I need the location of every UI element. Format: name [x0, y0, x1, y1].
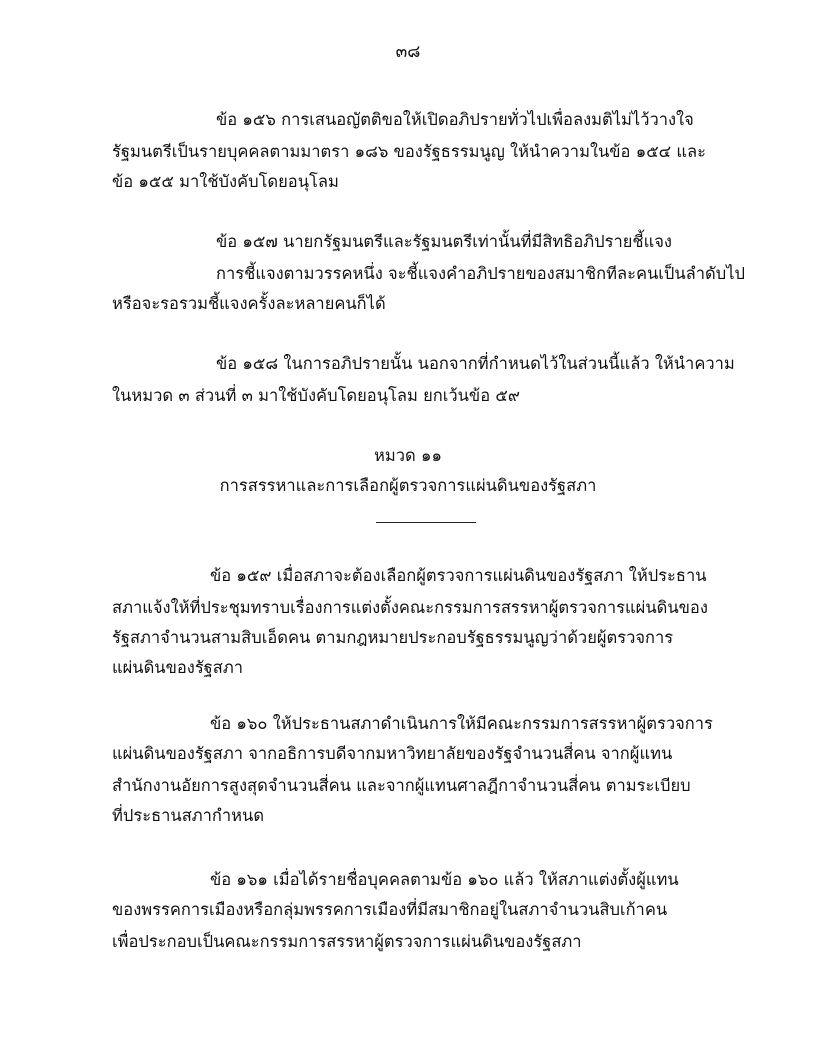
chapter-heading: หมวด ๑๑ — [374, 446, 442, 465]
paragraph-line: ข้อ ๑๕๙ เมื่อสภาจะต้องเลือกผู้ตรวจการแผ่นดินของรัฐสภา ให้ประธาน — [210, 566, 707, 585]
paragraph-line: ของพรรคการเมืองหรือกลุ่มพรรคการเมืองที่มีสมาชิกอยู่ในสภาจำนวนสิบเก้าคน — [112, 900, 668, 919]
paragraph-line: ข้อ ๑๕๘ ในการอภิปรายนั้น นอกจากที่กำหนดไว้ในส่วนนี้แล้ว ให้นำความ — [216, 354, 735, 373]
paragraph-line: รัฐมนตรีเป็นรายบุคคลตามมาตรา ๑๘๖ ของรัฐธรรมนูญ ให้นำความในข้อ ๑๕๔ และ — [112, 142, 707, 161]
paragraph-line: เพื่อประกอบเป็นคณะกรรมการสรรหาผู้ตรวจการแผ่นดินของรัฐสภา — [112, 932, 582, 951]
paragraph-line: แผ่นดินของรัฐสภา จากอธิการบดีจากมหาวิทยาลัยของรัฐจำนวนสี่คน จากผู้แทน — [112, 744, 673, 763]
paragraph-line: สำนักงานอัยการสูงสุดจำนวนสี่คน และจากผู้แทนศาลฎีกาจำนวนสี่คน ตามระเบียบ — [112, 776, 691, 795]
paragraph-line: ข้อ ๑๕๖ การเสนอญัตติขอให้เปิดอภิปรายทั่วไปเพื่อลงมติไม่ไว้วางใจ — [216, 110, 694, 129]
paragraph-line: ที่ประธานสภากำหนด — [112, 806, 265, 825]
paragraph-line: รัฐสภาจำนวนสามสิบเอ็ดคน ตามกฎหมายประกอบรัฐธรรมนูญว่าด้วยผู้ตรวจการ — [112, 628, 674, 647]
heading-divider — [376, 522, 476, 523]
chapter-title: การสรรหาและการเลือกผู้ตรวจการแผ่นดินของรัฐสภา — [219, 476, 597, 495]
paragraph-line: แผ่นดินของรัฐสภา — [112, 658, 244, 677]
paragraph-line: ในหมวด ๓ ส่วนที่ ๓ มาใช้บังคับโดยอนุโลม ยกเว้นข้อ ๕๙ — [112, 386, 520, 405]
paragraph-line: ข้อ ๑๖๑ เมื่อได้รายชื่อบุคคลตามข้อ ๑๖๐ แล้ว ให้สภาแต่งตั้งผู้แทน — [210, 870, 679, 889]
paragraph-line: การชี้แจงตามวรรคหนึ่ง จะชี้แจงคำอภิปรายของสมาชิกทีละคนเป็นลำดับไป — [216, 264, 746, 283]
paragraph-line: หรือจะรอรวมชี้แจงครั้งละหลายคนก็ได้ — [112, 294, 386, 313]
paragraph-line: ข้อ ๑๕๕ มาใช้บังคับโดยอนุโลม — [112, 172, 339, 191]
paragraph-line: สภาแจ้งให้ที่ประชุมทราบเรื่องการแต่งตั้งคณะกรรมการสรรหาผู้ตรวจการแผ่นดินของ — [112, 598, 708, 617]
paragraph-line: ข้อ ๑๖๐ ให้ประธานสภาดำเนินการให้มีคณะกรรมการสรรหาผู้ตรวจการ — [210, 714, 713, 733]
page-number: ๓๘ — [395, 42, 421, 62]
paragraph-line: ข้อ ๑๕๗ นายกรัฐมนตรีและรัฐมนตรีเท่านั้นที่มีสิทธิอภิปรายชี้แจง — [216, 232, 672, 251]
